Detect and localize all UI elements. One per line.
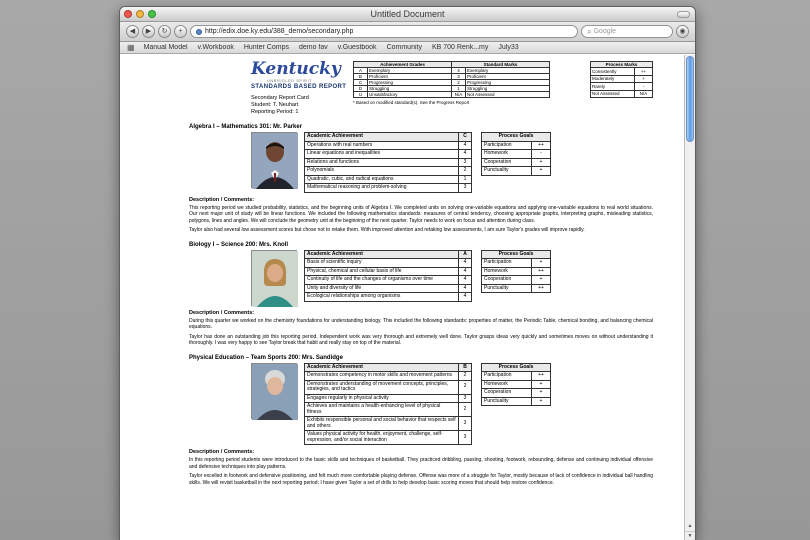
vertical-scrollbar[interactable] xyxy=(684,55,695,540)
scroll-down-button[interactable]: ▼ xyxy=(685,531,695,540)
standard-label: Values physical activity for health, enjoyment, challenge, self-expression, and/or social interaction xyxy=(305,431,459,445)
achievement-header: Academic Achievement xyxy=(305,250,459,259)
grade-label: Proficient xyxy=(368,74,452,80)
mark-value: 4 xyxy=(452,68,466,74)
legend-row xyxy=(591,90,653,98)
report-page xyxy=(120,55,683,540)
bookmark-item[interactable]: KB 700 Renk...my xyxy=(431,44,489,51)
student-info xyxy=(251,95,353,116)
process-goal-row xyxy=(482,158,551,167)
report-type: Secondary Report Card xyxy=(251,95,309,101)
process-goals-table xyxy=(481,250,551,294)
standard-label: Continuity of life and the changes of organisms over time xyxy=(305,276,459,285)
legend-footnote: * Based on modified standard(s). See the Progress Report xyxy=(353,100,470,105)
reload-button[interactable]: ↻ xyxy=(158,25,171,38)
standard-label: Engages regularly in physical activity xyxy=(305,394,459,403)
process-goals-header: Process Goals xyxy=(482,363,551,372)
process-goal-row xyxy=(482,397,551,406)
academic-achievement-table xyxy=(304,132,472,193)
mark-label: Not Assessed xyxy=(466,92,550,98)
grade-letter: C xyxy=(354,80,368,86)
standard-mark: 3 xyxy=(459,431,472,445)
process-mark: ++ xyxy=(635,68,653,76)
grading-legend xyxy=(353,61,653,105)
bug-report-button[interactable]: ◉ xyxy=(676,25,689,38)
course-grade: A xyxy=(459,250,472,259)
kentucky-logo-wordmark: Kentucky xyxy=(251,59,341,79)
standard-label: Operations with real numbers xyxy=(305,141,459,150)
description-label: Description / Comments: xyxy=(189,449,255,455)
standard-label: Basis of scientific inquiry xyxy=(305,259,459,268)
standard-label: Mathematical reasoning and problem-solving xyxy=(305,184,459,193)
academic-achievement-table xyxy=(304,363,472,446)
scroll-up-button[interactable]: ▲ xyxy=(687,523,693,529)
mark-label: Progressing xyxy=(466,80,550,86)
standard-mark: 2 xyxy=(459,372,472,381)
standard-row xyxy=(305,372,472,381)
comment-paragraph: Taylor has done an outstanding job this reporting period. Independent work was very thorough and extremely well done. Taylor grasps ideas very quickly and sometimes moves on without understanding it thoroughly. I was very happy to see Taylor break that habit and really stay on top of the material. xyxy=(189,333,653,346)
standard-label: Exhibits responsible personal and social behavior that respects self and others xyxy=(305,417,459,431)
standard-mark: 4 xyxy=(459,150,472,159)
standard-mark: 2 xyxy=(459,403,472,417)
process-goal-mark: + xyxy=(532,397,551,406)
browser-window xyxy=(119,6,696,540)
standard-row xyxy=(305,184,472,193)
teacher-photo-sandidge xyxy=(251,363,297,419)
bookmark-item[interactable]: Community xyxy=(386,44,422,51)
process-goal-mark: + xyxy=(532,259,551,268)
reporting-period: Reporting Period: 1 xyxy=(251,109,299,115)
process-goal-label: Participation xyxy=(482,372,532,381)
standard-mark: 4 xyxy=(459,284,472,293)
process-goal-label: Punctuality xyxy=(482,397,532,406)
process-goals-table xyxy=(481,132,551,176)
standard-mark: 1 xyxy=(459,175,472,184)
standard-label: Unity and diversity of life xyxy=(305,284,459,293)
search-icon: ⌕ xyxy=(587,27,592,36)
process-goals-header: Process Goals xyxy=(482,250,551,259)
standard-row xyxy=(305,259,472,268)
search-field[interactable] xyxy=(581,25,673,38)
back-button[interactable]: ◀ xyxy=(126,25,139,38)
grade-letter: U xyxy=(354,92,368,98)
scrollbar-thumb[interactable] xyxy=(686,56,694,142)
grade-label: Exemplary xyxy=(368,68,452,74)
achievement-header: Academic Achievement xyxy=(305,363,459,372)
process-goal-mark: ++ xyxy=(532,267,551,276)
process-goal-row xyxy=(482,141,551,150)
process-goal-row xyxy=(482,267,551,276)
bookmarks-menu-icon[interactable]: ▦ xyxy=(127,42,135,52)
process-goal-row xyxy=(482,372,551,381)
process-marks-table xyxy=(590,61,653,98)
standard-label: Relations and functions xyxy=(305,158,459,167)
course-section-biology xyxy=(189,242,653,347)
grade-letter: B xyxy=(354,74,368,80)
standard-label: Demonstrates understanding of movement concepts, principles, strategies, and tactics xyxy=(305,380,459,394)
process-goal-label: Participation xyxy=(482,259,532,268)
standard-label: Polynomials xyxy=(305,167,459,176)
search-placeholder-text: Google xyxy=(593,28,617,35)
standard-mark: 4 xyxy=(459,259,472,268)
process-goal-label: Homework xyxy=(482,380,532,389)
comment-paragraph: This reporting period we studied probability, statistics, and the beginning units of Algebra I. We completed units on solving one-variable equations and applying one-variable equations to real world situations. Our next major unit of study will be linear functions. We included the following mathematics standards: measures of central tendency, choosing appropriate graphs, interpreting graphs, misleading statistics, polygons, lines and angles. We will conclude the geometry unit at the beginning of the next quarter. Taylor needs to work on focus and attention during class. xyxy=(189,204,653,224)
mark-label: Proficient xyxy=(466,74,550,80)
standard-label: Demonstrates competency in motor skills and movement patterns xyxy=(305,372,459,381)
process-goal-row xyxy=(482,284,551,293)
bookmark-list xyxy=(144,44,519,51)
grade-label: Progressing xyxy=(368,80,452,86)
mark-label: Struggling xyxy=(466,86,550,92)
process-goal-label: Homework xyxy=(482,150,532,159)
comment-paragraph: During this quarter we worked on the chemistry foundations for understanding biology. This included the following standards: properties of matter, the Periodic Table, chemical bonding, and balancing chemical equations. xyxy=(189,317,653,330)
standard-row xyxy=(305,394,472,403)
standard-label: Achieves and maintains a health-enhancing level of physical fitness xyxy=(305,403,459,417)
standard-row xyxy=(305,380,472,394)
course-title: Algebra I – Mathematics 301: Mr. Parker xyxy=(189,124,303,130)
process-label: Moderately xyxy=(591,75,635,83)
course-grade: B xyxy=(459,363,472,372)
address-bar[interactable] xyxy=(190,25,578,38)
grade-label: Struggling xyxy=(368,86,452,92)
standard-label: Ecological relationships among organisms xyxy=(305,293,459,302)
course-grade: C xyxy=(459,133,472,142)
comment-paragraph: In this reporting period students were introduced to the basic skills and techniques of basketball. They practiced dribbling, passing, shooting, footwork, rebounding, defense and continuing individual offensive and defensive techniques into play patterns. xyxy=(189,457,653,470)
achievement-grades-header: Achievement Grades xyxy=(354,62,452,68)
bookmark-item[interactable]: July33 xyxy=(498,44,519,51)
standard-mark: 4 xyxy=(459,267,472,276)
legend-row xyxy=(452,92,550,98)
process-mark: N/A xyxy=(635,90,653,98)
bookmarks-bar xyxy=(120,42,695,54)
standard-row xyxy=(305,284,472,293)
course-section-algebra xyxy=(189,124,653,234)
mark-value: 2 xyxy=(452,80,466,86)
process-goal-label: Punctuality xyxy=(482,167,532,176)
standard-row xyxy=(305,403,472,417)
bookmark-item[interactable]: Hunter Comps xyxy=(243,44,289,51)
bookmark-item[interactable]: v.Workbook xyxy=(197,44,234,51)
process-goal-mark: ++ xyxy=(532,284,551,293)
standard-mark: 3 xyxy=(459,158,472,167)
bookmark-item[interactable]: v.Guestbook xyxy=(337,44,377,51)
process-goal-mark: + xyxy=(532,167,551,176)
standard-mark: 4 xyxy=(459,276,472,285)
process-goal-row xyxy=(482,259,551,268)
course-title: Physical Education – Team Sports 200: Mrs. Sandidge xyxy=(189,354,343,361)
report-title: STANDARDS BASED REPORT xyxy=(251,84,347,90)
add-bookmark-button[interactable]: + xyxy=(174,25,187,38)
process-goal-label: Cooperation xyxy=(482,276,532,285)
comment-paragraph: Taylor also had several low assessment scores but chose not to retake them. With improved attention and retaking low assessments, I am sure Taylor's grades will improve rapidly. xyxy=(189,227,585,233)
process-goal-label: Cooperation xyxy=(482,158,532,167)
standard-label: Linear equations and inequalities xyxy=(305,150,459,159)
process-goal-mark: ++ xyxy=(532,141,551,150)
process-marks-header: Process Marks xyxy=(591,62,653,68)
process-goal-mark: - xyxy=(532,150,551,159)
standard-row xyxy=(305,175,472,184)
process-goal-mark: + xyxy=(532,276,551,285)
course-section-physical-education xyxy=(189,355,653,487)
process-goal-row xyxy=(482,380,551,389)
process-goal-label: Homework xyxy=(482,267,532,276)
window-title: Untitled Document xyxy=(370,9,445,19)
description-label: Description / Comments: xyxy=(189,309,255,316)
achievement-header: Academic Achievement xyxy=(305,133,459,142)
mark-label: Exemplary xyxy=(466,68,550,74)
standard-mark: 4 xyxy=(459,141,472,150)
toolbar-toggle-button[interactable] xyxy=(677,11,690,18)
course-title: Biology I – Science 200: Mrs. Knoll xyxy=(189,241,289,248)
process-goal-mark: + xyxy=(532,389,551,398)
process-label: Not Assessed xyxy=(591,90,635,98)
standard-mark: 4 xyxy=(459,293,472,302)
process-goal-row xyxy=(482,276,551,285)
kentucky-logo-tagline: UNBRIDLED SPIRIT xyxy=(267,78,313,83)
standard-row xyxy=(305,150,472,159)
standard-row xyxy=(305,267,472,276)
bookmark-item[interactable]: demo fav xyxy=(298,44,328,51)
standard-marks-header: Standard Marks xyxy=(452,62,550,68)
student-name: Student: T. Neuhart xyxy=(251,102,299,108)
achievement-grades-table xyxy=(353,61,452,98)
site-favicon xyxy=(196,29,202,35)
standard-row xyxy=(305,293,472,302)
kentucky-logo xyxy=(251,60,353,116)
standard-label: Physical, chemical and cellular basis of life xyxy=(305,267,459,276)
page-viewport xyxy=(120,55,695,540)
mark-value: 3 xyxy=(452,74,466,80)
academic-achievement-table xyxy=(304,250,472,302)
process-mark: - xyxy=(635,83,653,91)
standard-row xyxy=(305,167,472,176)
process-goals-header: Process Goals xyxy=(482,133,551,142)
standard-marks-table xyxy=(451,61,550,98)
standard-row xyxy=(305,141,472,150)
process-goal-mark: + xyxy=(532,158,551,167)
process-goal-label: Participation xyxy=(482,141,532,150)
standard-mark: 3 xyxy=(459,184,472,193)
process-goal-mark: ++ xyxy=(532,372,551,381)
legend-row xyxy=(591,75,653,83)
standard-row xyxy=(305,158,472,167)
process-goal-row xyxy=(482,150,551,159)
standard-mark: 2 xyxy=(459,380,472,394)
browser-toolbar xyxy=(120,22,695,42)
mark-value: N/A xyxy=(452,92,466,98)
standard-row xyxy=(305,417,472,431)
url-text: http://edix.doe.ky.edu/388_demo/secondary.php xyxy=(205,28,354,35)
standard-mark: 3 xyxy=(459,417,472,431)
forward-button[interactable]: ▶ xyxy=(142,25,155,38)
process-goal-mark: + xyxy=(532,380,551,389)
comment-paragraph: Taylor excelled in footwork and defensive positioning, and felt much more comfortable playing defense. Offense was more of a struggle for Taylor, mostly because of lack of confidence in individual ball handling skills. We will revisit basketball in the next reporting period; I have given Taylor a set of drills to help develop basic scoring moves that should help restore confidence. xyxy=(189,473,653,486)
teacher-photo-knoll xyxy=(251,250,297,306)
window-titlebar[interactable] xyxy=(120,7,695,22)
process-goal-row xyxy=(482,389,551,398)
report-header xyxy=(189,60,653,116)
process-goal-label: Cooperation xyxy=(482,389,532,398)
standard-row xyxy=(305,276,472,285)
legend-row xyxy=(354,92,452,98)
bookmark-item[interactable]: Manual Model xyxy=(143,44,188,51)
process-mark: + xyxy=(635,75,653,83)
process-goal-label: Punctuality xyxy=(482,284,532,293)
grade-label: Unsatisfactory xyxy=(368,92,452,98)
standard-mark: 3 xyxy=(459,394,472,403)
standard-row xyxy=(305,431,472,445)
mark-value: 1 xyxy=(452,86,466,92)
process-goal-row xyxy=(482,167,551,176)
grade-letter: D xyxy=(354,86,368,92)
legend-row xyxy=(591,68,653,76)
standard-mark: 2 xyxy=(459,167,472,176)
grade-letter: A xyxy=(354,68,368,74)
teacher-photo-parker xyxy=(251,132,297,188)
standard-label: Quadratic, cubic, and radical equations xyxy=(305,175,459,184)
process-label: Consistently xyxy=(591,68,635,76)
legend-row xyxy=(591,83,653,91)
process-goals-table xyxy=(481,363,551,407)
description-label: Description / Comments: xyxy=(189,196,255,203)
process-label: Rarely xyxy=(591,83,635,91)
